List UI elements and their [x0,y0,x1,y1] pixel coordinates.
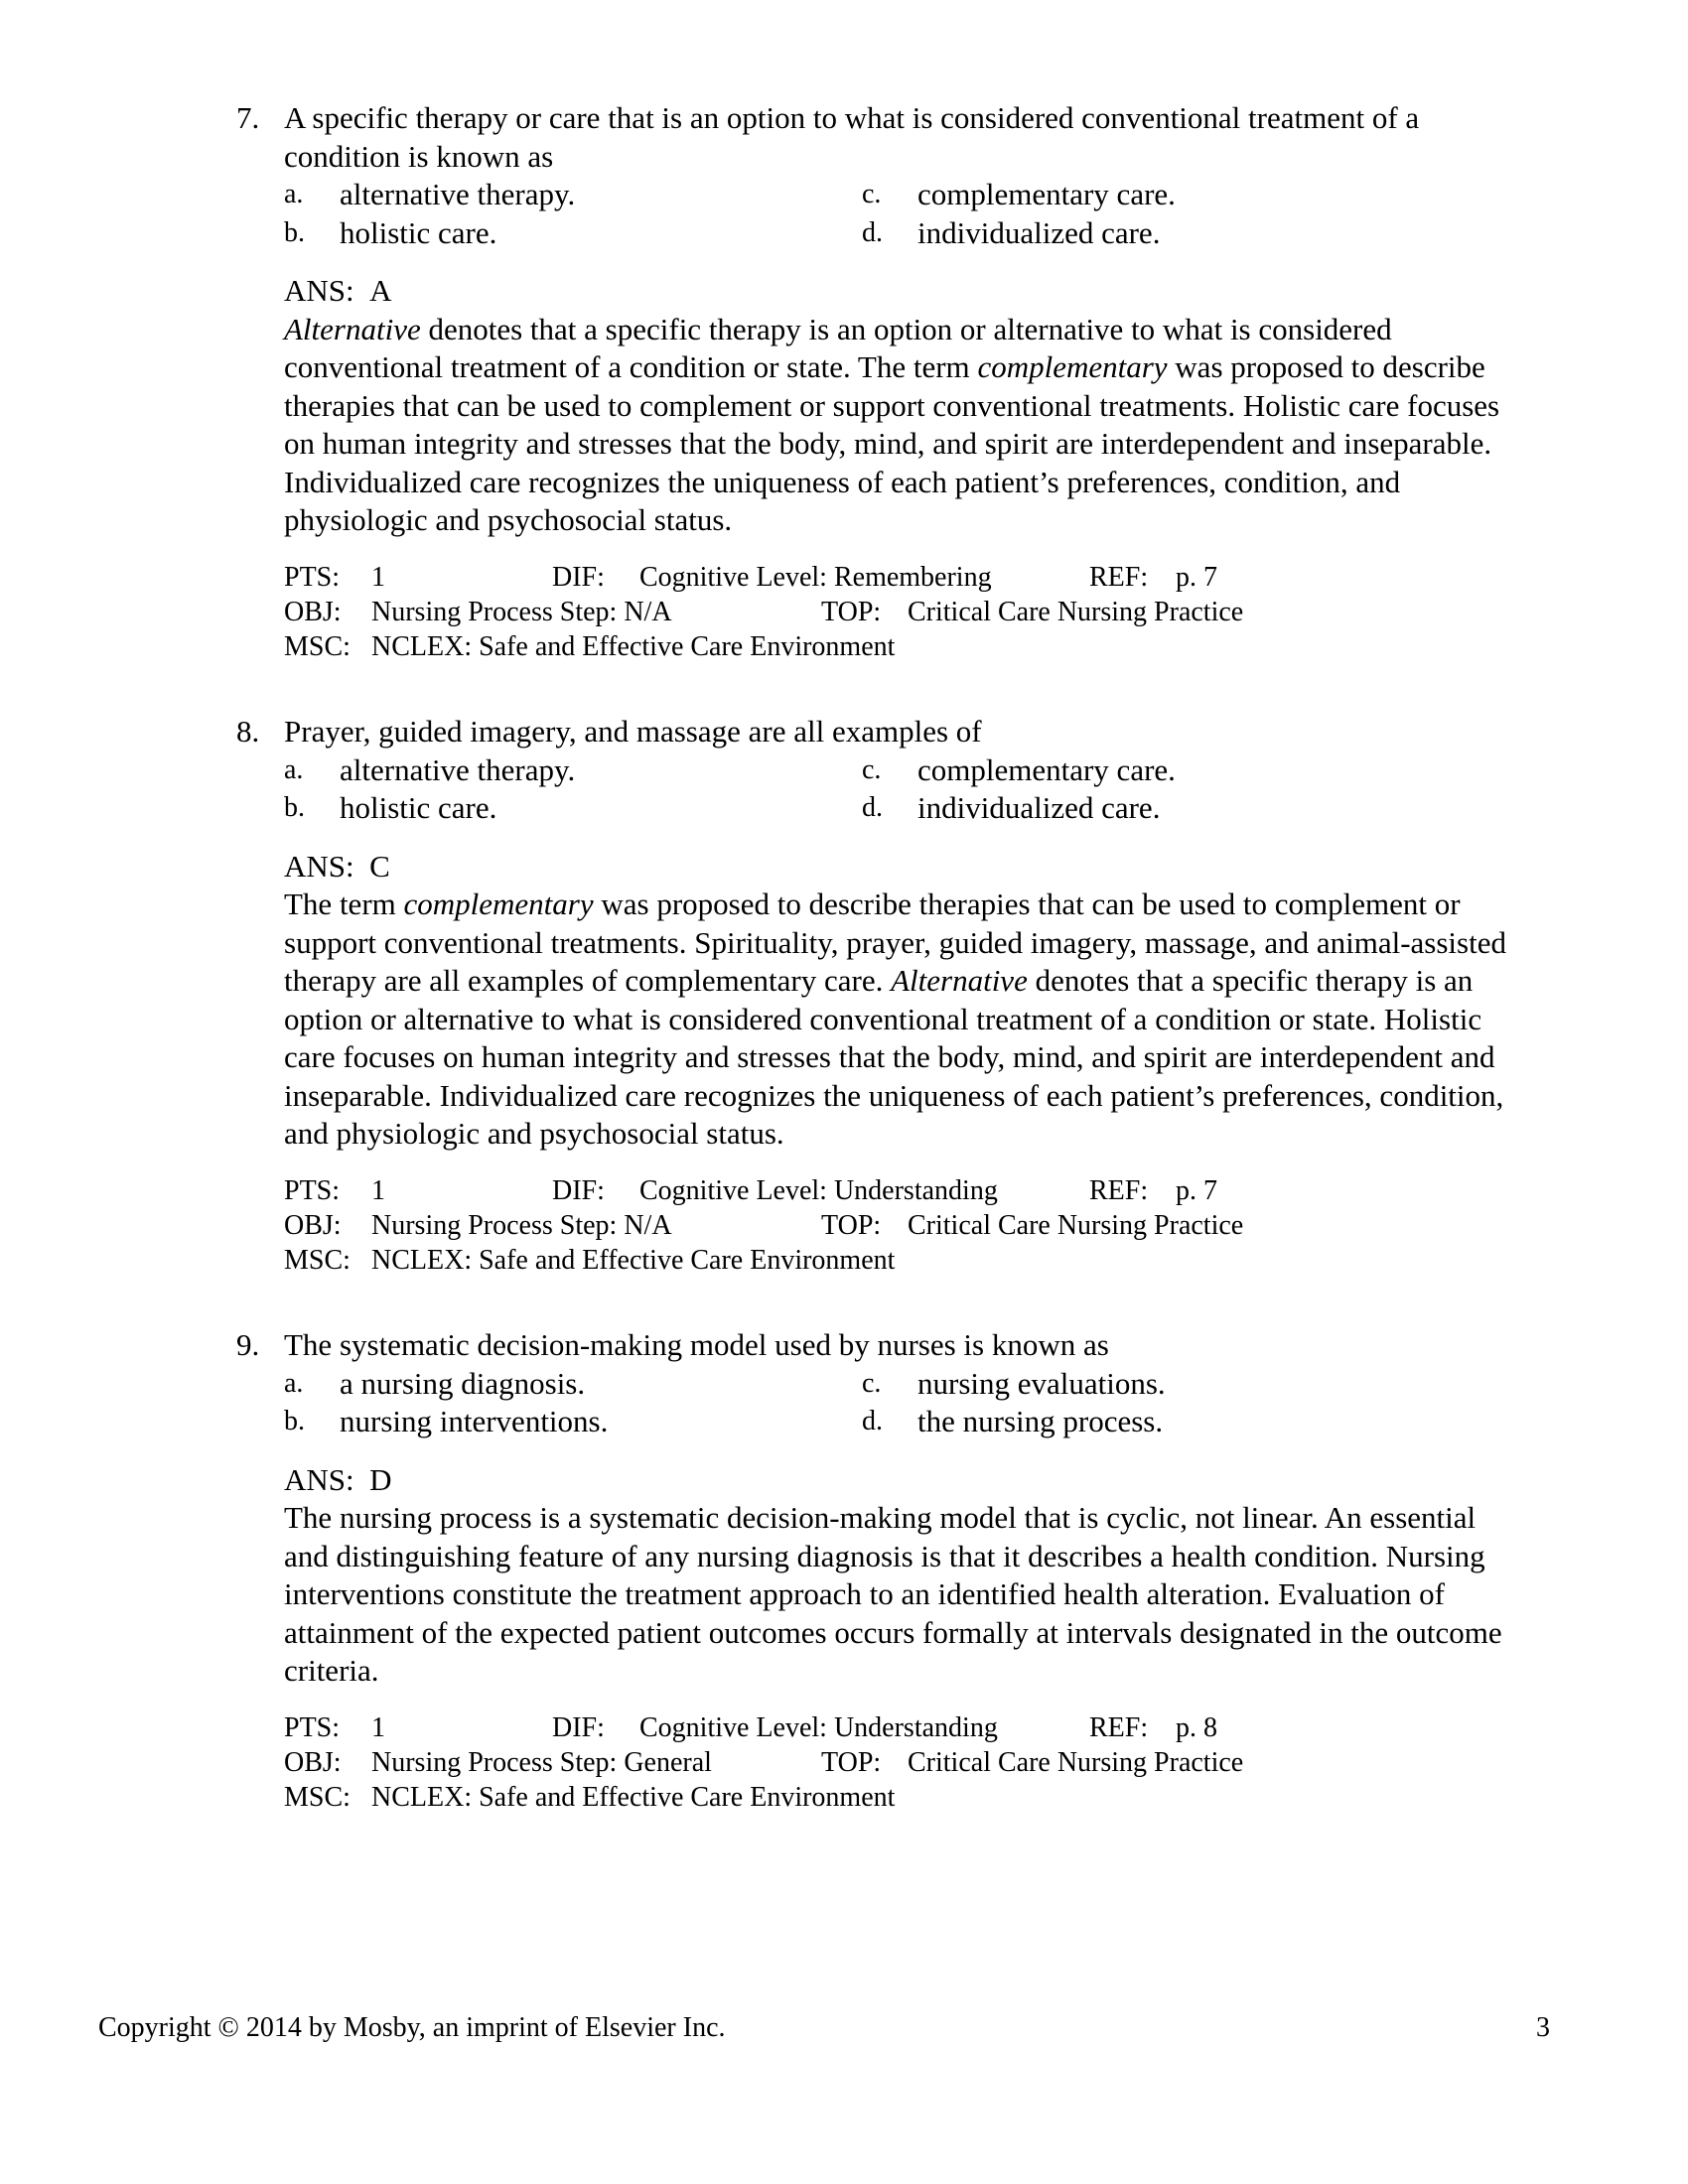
choice-text: the nursing process. [917,1404,1164,1438]
answer-choice [284,1365,862,1404]
msc-value: NCLEX: Safe and Effective Care Environment [371,1244,896,1276]
choice-letter: a. [284,179,304,209]
top-value: Critical Care Nursing Practice [908,1746,1244,1778]
pts-value: 1 [371,1174,385,1206]
choice-letter: d. [862,216,883,248]
question-number: 8. [236,714,260,749]
pts-label: PTS: [284,561,341,593]
rationale-text: denotes that a specific therapy is an option or alternative to what is considered conventional treatment of a condition or state. Holistic care focuses on human integrity and stresses that the body, mind, and spirit are interdependent and inseparable. Individualized care recognizes the uniqueness of each patient’s preferences, condition, and physiologic and psychosocial status. [284,963,1504,1151]
question-7 [236,99,1507,664]
rationale [284,311,1507,540]
choice-letter: b. [284,1406,305,1436]
answer-block [284,848,1507,1154]
msc-value: NCLEX: Safe and Effective Care Environment [371,630,896,662]
answer-choice [284,214,862,253]
obj-value: Nursing Process Step: N/A [371,596,672,627]
answer-key [284,848,1507,887]
choice-text: nursing interventions. [340,1404,609,1438]
rationale-emphasis: complementary [977,349,1168,384]
answer-block [284,272,1507,540]
choice-letter: c. [862,1367,882,1399]
choice-letter: d. [862,1406,883,1436]
answer-label: ANS: [284,1461,354,1497]
ref-label: REF: [1089,1174,1149,1206]
rationale [284,1499,1507,1691]
choice-text: alternative therapy. [340,751,576,787]
choice-letter: b. [284,792,305,823]
answer-choices [284,176,1507,252]
ref-label: REF: [1089,1711,1149,1743]
rationale-emphasis: Alternative [284,311,421,346]
answer-choice [862,1365,1507,1404]
ref-value: p. 8 [1176,1711,1217,1743]
answer-choice [284,176,862,214]
answer-choices [284,1365,1507,1441]
choice-text: complementary care. [917,751,1176,787]
choice-text: a nursing diagnosis. [340,1365,586,1401]
dif-label: DIF: [552,561,605,593]
dif-label: DIF: [552,1711,605,1743]
question-stem-row [236,1326,1507,1365]
question-number: 9. [236,1327,260,1362]
rationale-text: The nursing process is a systematic decision-making model that is cyclic, not linear. An essential and distinguishing feature of any nursing diagnosis is that it describes a health condition. Nursing interventions constitute the treatment approach to an identified health alteration. Evaluation of attainment of the expected patient outcomes occurs formally at intervals designated in the outcome criteria. [284,1500,1502,1688]
rationale-emphasis: complementary [403,887,594,921]
question-stem-row [236,713,1507,751]
choice-letter: b. [284,216,305,248]
choice-text: individualized care. [917,790,1161,825]
copyright-notice: Copyright © 2014 by Mosby, an imprint of Elsevier Inc. [98,2012,726,2043]
question-metadata [284,1173,1507,1278]
answer-choice [862,751,1507,790]
answer-key [284,272,1507,311]
ref-value: p. 7 [1176,561,1217,593]
choice-text: nursing evaluations. [917,1365,1166,1401]
msc-label: MSC: [284,630,351,662]
rationale-text: denotes that a specific therapy is an option or alternative to what is considered conventional treatment of a condition or state. The term [284,311,1392,384]
choice-text: alternative therapy. [340,177,576,211]
page-number: 3 [1536,2012,1550,2043]
obj-label: OBJ: [284,596,342,627]
answer-key [284,1461,1507,1500]
answer-choices [284,751,1507,828]
answer-choice [284,789,862,828]
ref-label: REF: [1089,561,1149,593]
choice-letter: d. [862,792,883,823]
obj-label: OBJ: [284,1209,342,1241]
choice-text: complementary care. [917,177,1176,211]
rationale-text: was proposed to describe therapies that can be used to complement or support conventional treatments. Holistic care focuses on human integrity and stresses that the body, mind, and spirit are interdependent and inseparable. Individualized care recognizes the uniqueness of each patient’s preferences, condition, and physiologic and psychosocial status. [284,349,1500,537]
question-stem: Prayer, guided imagery, and massage are all examples of [284,714,982,749]
pts-label: PTS: [284,1174,341,1206]
dif-value: Cognitive Level: Remembering [639,561,992,593]
answer-label: ANS: [284,848,354,884]
dif-value: Cognitive Level: Understanding [639,1174,998,1206]
answer-choice [862,789,1507,828]
msc-label: MSC: [284,1244,351,1276]
question-8 [236,713,1507,1278]
top-label: TOP: [821,1746,882,1778]
question-metadata [284,560,1507,664]
top-label: TOP: [821,1209,882,1241]
top-value: Critical Care Nursing Practice [908,596,1244,627]
answer-value: A [369,273,392,308]
choice-text: holistic care. [340,214,497,250]
answer-block [284,1461,1507,1691]
question-number: 7. [236,100,260,135]
top-label: TOP: [821,596,882,627]
pts-value: 1 [371,561,385,593]
choice-text: individualized care. [917,214,1161,250]
pts-value: 1 [371,1711,385,1743]
question-stem: A specific therapy or care that is an option to what is considered conventional treatment of a condition is known as [284,100,1420,174]
answer-label: ANS: [284,273,354,308]
ref-value: p. 7 [1176,1174,1217,1206]
rationale-text: The term [284,887,404,921]
question-metadata [284,1710,1507,1815]
answer-choice [862,214,1507,253]
page-footer [98,2009,1550,2048]
choice-letter: a. [284,1367,304,1399]
answer-choice [284,751,862,790]
obj-value: Nursing Process Step: General [371,1746,712,1778]
choice-letter: c. [862,179,882,209]
obj-label: OBJ: [284,1746,342,1778]
choice-text: holistic care. [340,790,497,825]
choice-letter: a. [284,753,304,785]
rationale-text: was proposed to describe therapies that can be used to complement or support conventional treatments. Spirituality, prayer, guided imagery, massage, and animal-assisted therapy are all examples of complementary care. [284,887,1506,998]
question-9 [236,1326,1507,1815]
dif-label: DIF: [552,1174,605,1206]
msc-label: MSC: [284,1781,351,1813]
answer-choice [862,176,1507,214]
msc-value: NCLEX: Safe and Effective Care Environment [371,1781,896,1813]
answer-value: D [369,1461,392,1497]
answer-choice [862,1403,1507,1441]
answer-value: C [369,848,390,884]
dif-value: Cognitive Level: Understanding [639,1711,998,1743]
question-stem-row [236,99,1507,176]
top-value: Critical Care Nursing Practice [908,1209,1244,1241]
obj-value: Nursing Process Step: N/A [371,1209,672,1241]
rationale [284,886,1507,1154]
pts-label: PTS: [284,1711,341,1743]
choice-letter: c. [862,753,882,785]
question-stem: The systematic decision-making model used by nurses is known as [284,1327,1109,1362]
rationale-emphasis: Alternative [891,963,1028,998]
answer-choice [284,1403,862,1441]
